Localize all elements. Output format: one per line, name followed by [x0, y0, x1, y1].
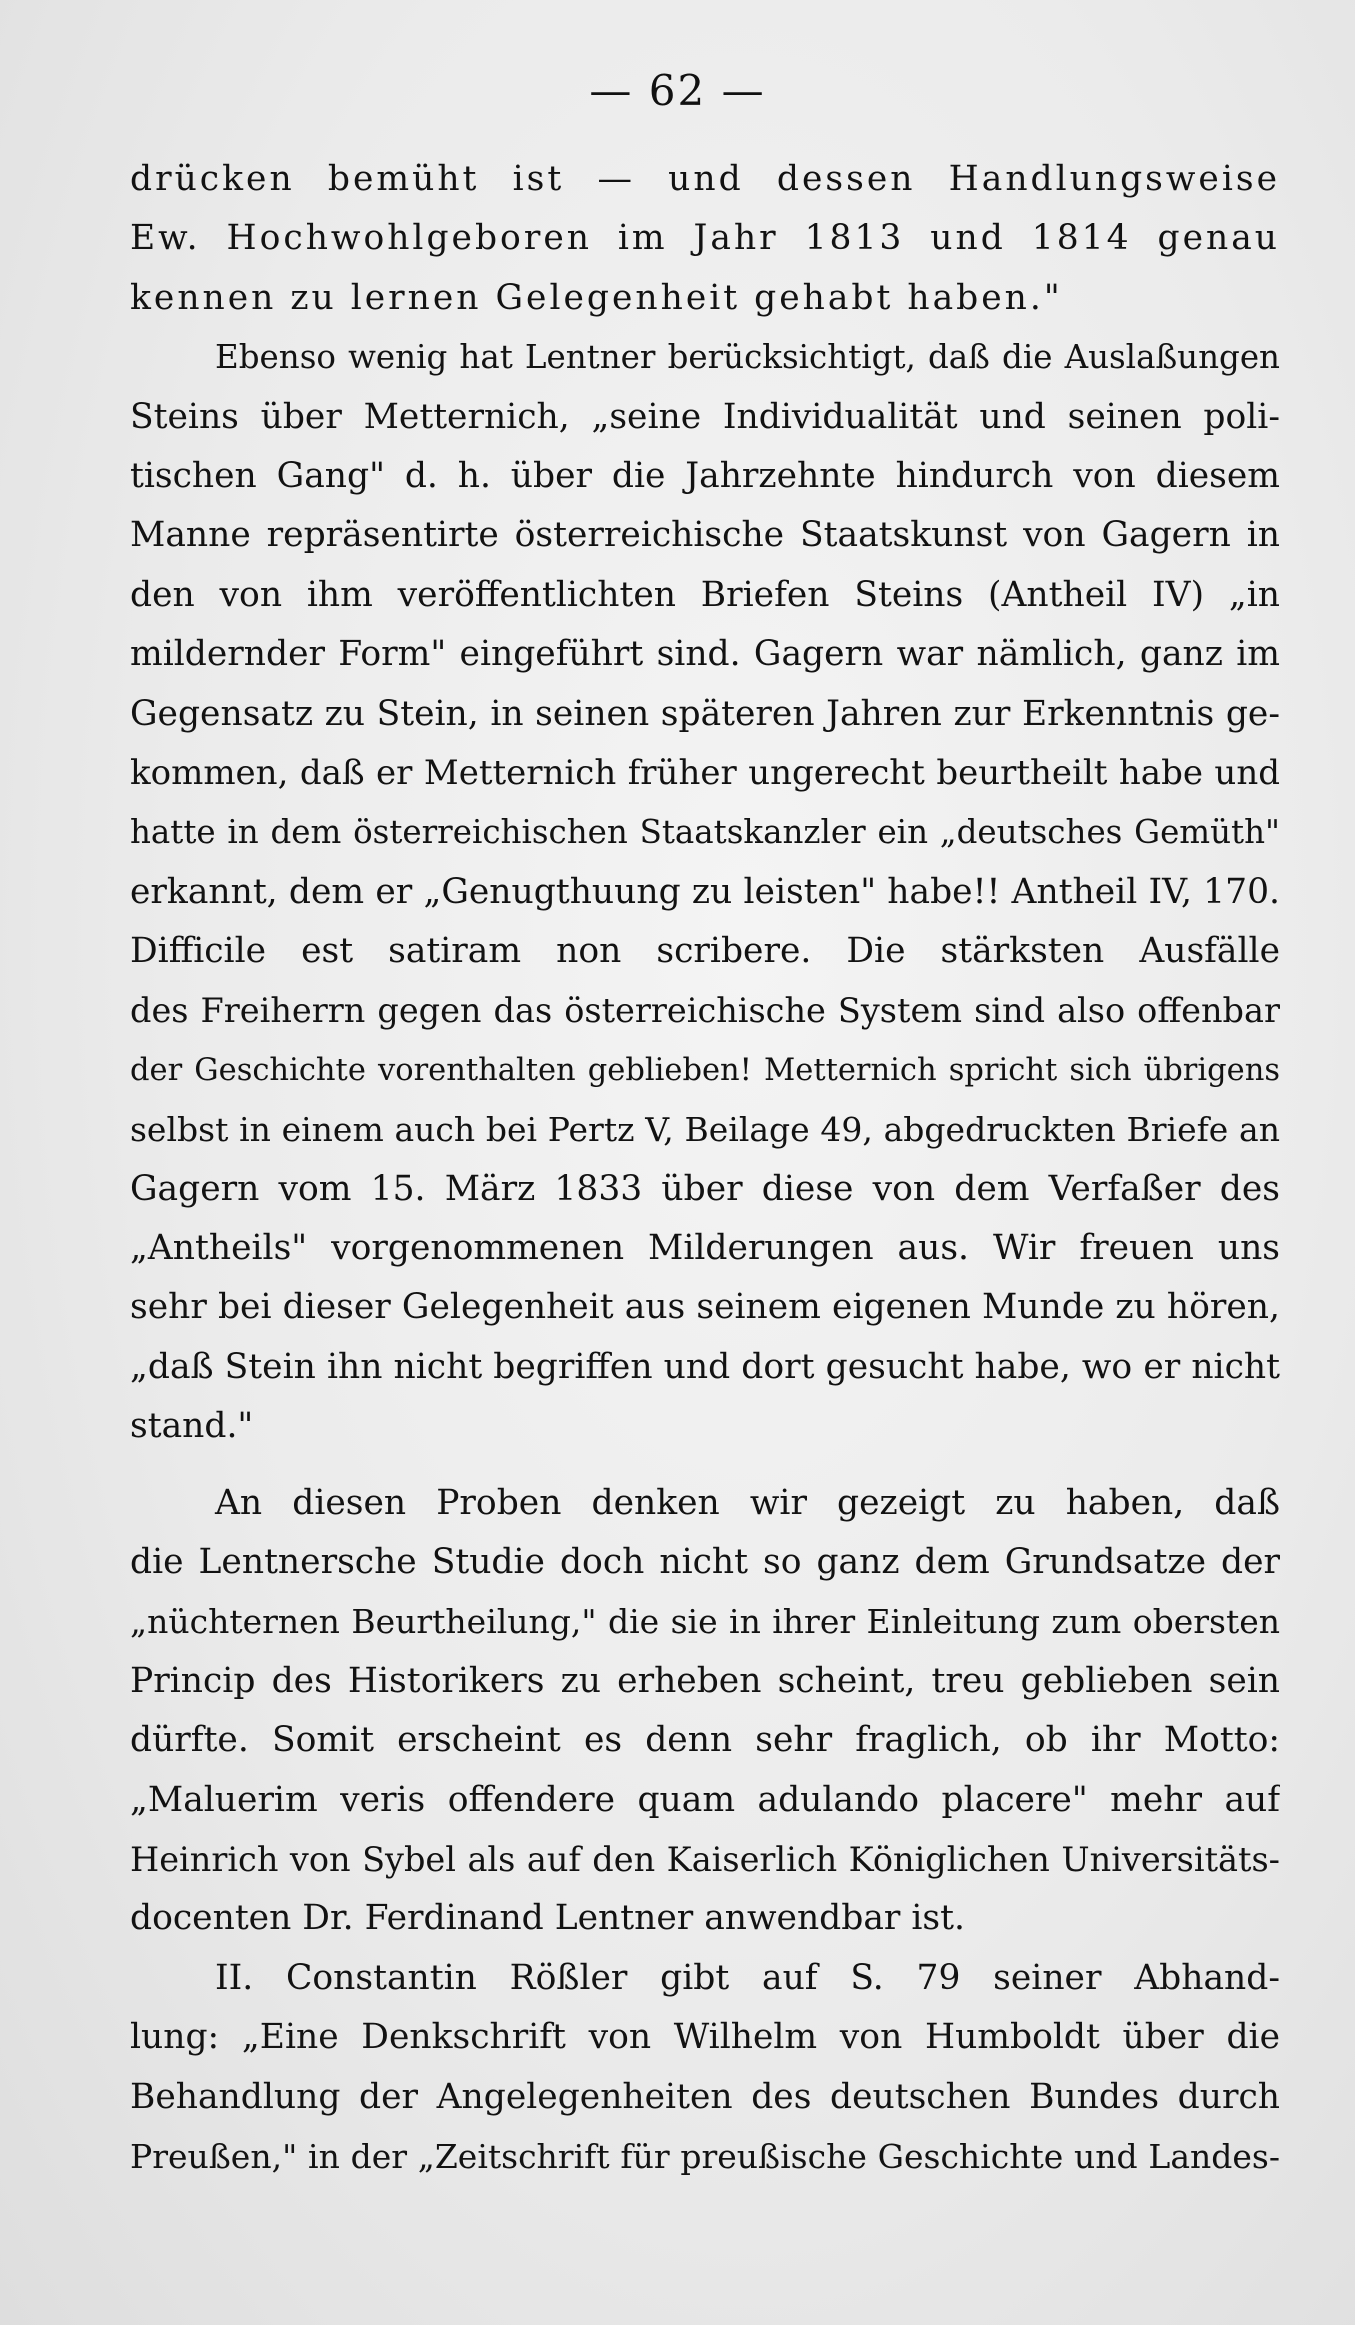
text-line: Behandlung der Angelegenheiten des deutschen Bundes durch	[130, 2076, 1280, 2117]
text-line: selbst in einem auch bei Pertz V, Beilage 49, abgedruckten Briefe an	[130, 1110, 1280, 1150]
text-line: mildernder Form" eingeführt sind. Gagern war nämlich, ganz im	[130, 634, 1280, 675]
body-text	[130, 150, 1280, 2186]
text-line: An diesen Proben denken wir gezeigt zu haben, daß	[215, 1482, 1280, 1523]
text-line: Gagern vom 15. März 1833 über diese von dem Verfaßer des	[130, 1168, 1280, 1209]
text-line: Ebenso wenig hat Lentner berücksichtigt, daß die Auslaßungen	[215, 338, 1280, 377]
paragraph-gap	[130, 1457, 1280, 1474]
text-line: docenten Dr. Ferdinand Lentner anwendbar ist.	[130, 1898, 965, 1939]
text-line: erkannt, dem er „Genugthuung zu leisten" habe!! Antheil IV, 170.	[130, 871, 1280, 912]
page-number: — 62 —	[589, 66, 766, 115]
text-line: II. Constantin Rößler gibt auf S. 79 seiner Abhand-	[215, 1957, 1280, 1998]
text-line: Heinrich von Sybel als auf den Kaiserlich Königlichen Universitäts-	[130, 1839, 1280, 1879]
text-line: Steins über Metternich, „seine Individualität und seinen poli-	[130, 396, 1280, 437]
text-line: Ew. Hochwohlgeboren im Jahr 1813 und 1814 genau	[130, 218, 1280, 259]
text-line: „Antheils" vorgenommenen Milderungen aus. Wir freuen uns	[130, 1228, 1280, 1269]
text-line: Gegensatz zu Stein, in seinen späteren Jahren zur Erkenntnis ge-	[130, 693, 1280, 734]
text-line: „nüchternen Beurtheilung," die sie in ihrer Einleitung zum obersten	[130, 1602, 1280, 1642]
text-line: den von ihm veröffentlichten Briefen Steins (Antheil IV) „in	[130, 574, 1280, 615]
text-line: kennen zu lernen Gelegenheit gehabt haben."	[130, 277, 1063, 318]
text-line: „Maluerim veris offendere quam adulando placere" mehr auf	[130, 1779, 1280, 1820]
text-line: Princip des Historikers zu erheben scheint, treu geblieben sein	[130, 1660, 1280, 1701]
text-line: „daß Stein ihn nicht begriffen und dort gesucht habe, wo er nicht	[130, 1346, 1280, 1387]
text-line: tischen Gang" d. h. über die Jahrzehnte hindurch von diesem	[130, 455, 1280, 496]
text-line: des Freiherrn gegen das österreichische System sind also offenbar	[130, 991, 1280, 1031]
text-line: lung: „Eine Denkschrift von Wilhelm von Humboldt über die	[130, 2017, 1280, 2058]
text-line: der Geschichte vorenthalten geblieben! Metternich spricht sich übrigens	[130, 1052, 1280, 1088]
text-line: sehr bei dieser Gelegenheit aus seinem eigenen Munde zu hören,	[130, 1287, 1280, 1328]
text-line: hatte in dem österreichischen Staatskanzler ein „deutsches Gemüth"	[130, 813, 1280, 852]
text-line: Manne repräsentirte österreichische Staatskunst von Gagern in	[130, 515, 1280, 556]
text-line: stand."	[130, 1406, 254, 1447]
text-line: drücken bemüht ist — und dessen Handlungsweise	[130, 159, 1280, 199]
text-line: Difficile est satiram non scribere. Die stärksten Ausfälle	[130, 931, 1280, 972]
text-line: Preußen," in der „Zeitschrift für preußische Geschichte und Landes-	[130, 2136, 1280, 2176]
text-line: kommen, daß er Metternich früher ungerecht beurtheilt habe und	[130, 752, 1280, 793]
text-line: dürfte. Somit erscheint es denn sehr fraglich, ob ihr Motto:	[130, 1720, 1280, 1761]
text-line: die Lentnersche Studie doch nicht so ganz dem Grundsatze der	[130, 1541, 1280, 1582]
